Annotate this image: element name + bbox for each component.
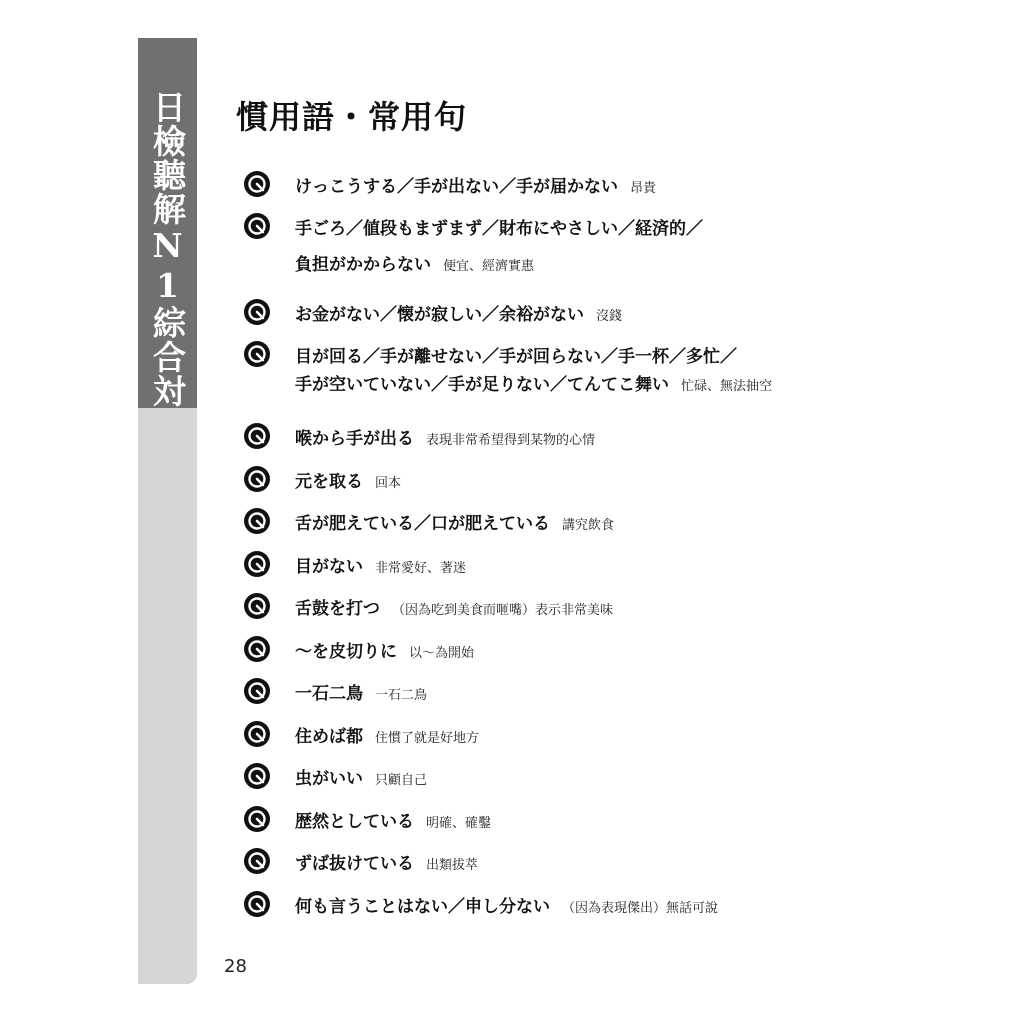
bullet-icon bbox=[243, 592, 271, 620]
bullet-icon bbox=[243, 762, 271, 790]
meaning: 昂貴 bbox=[630, 181, 657, 196]
meaning: 明確、確鑿 bbox=[426, 816, 492, 831]
phrase: 手が空いていない／手が足りない／てんてこ舞い bbox=[295, 375, 669, 395]
page-title: 慣用語・常用句 bbox=[236, 98, 468, 136]
meaning: 表現非常希望得到某物的心情 bbox=[426, 433, 596, 448]
meaning: 以～為開始 bbox=[409, 646, 475, 661]
meaning: 出類拔萃 bbox=[426, 858, 479, 873]
phrase: 舌鼓を打つ bbox=[295, 599, 380, 619]
phrase: お金がない／懐が寂しい／余裕がない bbox=[295, 305, 584, 325]
meaning: 沒錢 bbox=[596, 309, 623, 324]
meaning: （因為吃到美食而咂嘴）表示非常美味 bbox=[392, 603, 614, 618]
phrase: 一石二鳥 bbox=[295, 684, 363, 704]
phrase: 住めば都 bbox=[295, 727, 363, 747]
spine-title-block bbox=[89, 38, 197, 408]
phrase: 歴然としている bbox=[295, 812, 414, 832]
meaning: 一石二鳥 bbox=[375, 688, 428, 703]
phrase: 手ごろ／値段もまずまず／財布にやさしい／経済的／ bbox=[295, 219, 703, 239]
phrase: 元を取る bbox=[295, 472, 363, 492]
phrase: 何も言うことはない／申し分ない bbox=[295, 897, 550, 917]
phrase: 舌が肥えている／口が肥えている bbox=[295, 514, 550, 534]
bullet-icon bbox=[243, 212, 271, 240]
bullet-icon bbox=[243, 550, 271, 578]
phrase: 負担がかからない bbox=[295, 255, 431, 275]
phrase: 虫がいい bbox=[295, 769, 363, 789]
bullet-icon bbox=[243, 635, 271, 663]
bullet-icon bbox=[243, 170, 271, 198]
phrase: 目がない bbox=[295, 557, 363, 577]
phrase: ずば抜けている bbox=[295, 854, 414, 874]
meaning: 講究飲食 bbox=[562, 518, 615, 533]
bullet-icon bbox=[243, 422, 271, 450]
bullet-icon bbox=[243, 298, 271, 326]
meaning: 住慣了就是好地方 bbox=[375, 731, 480, 746]
bullet-icon bbox=[243, 720, 271, 748]
meaning: 便宜、經濟實惠 bbox=[443, 259, 535, 274]
meaning: 回本 bbox=[375, 476, 402, 491]
phrase: 喉から手が出る bbox=[295, 429, 414, 449]
phrase: けっこうする／手が出ない／手が届かない bbox=[295, 177, 618, 197]
bullet-icon bbox=[243, 465, 271, 493]
bullet-icon bbox=[243, 847, 271, 875]
phrase: ～を皮切りに bbox=[295, 642, 397, 662]
meaning: 非常愛好、著迷 bbox=[375, 561, 467, 576]
book-title: 日檢聽解N1綜合対策 bbox=[89, 90, 187, 408]
phrase: 目が回る／手が離せない／手が回らない／手一杯／多忙／ bbox=[295, 347, 737, 367]
side-spine bbox=[89, 38, 197, 984]
bullet-icon bbox=[243, 890, 271, 918]
bullet-icon bbox=[243, 677, 271, 705]
bullet-icon bbox=[243, 507, 271, 535]
bullet-icon bbox=[243, 805, 271, 833]
meaning: （因為表現傑出）無話可說 bbox=[562, 901, 719, 916]
meaning: 只顧自己 bbox=[375, 773, 428, 788]
bullet-icon bbox=[243, 340, 271, 368]
meaning: 忙碌、無法抽空 bbox=[681, 379, 773, 394]
page-number: 28 bbox=[224, 956, 247, 977]
